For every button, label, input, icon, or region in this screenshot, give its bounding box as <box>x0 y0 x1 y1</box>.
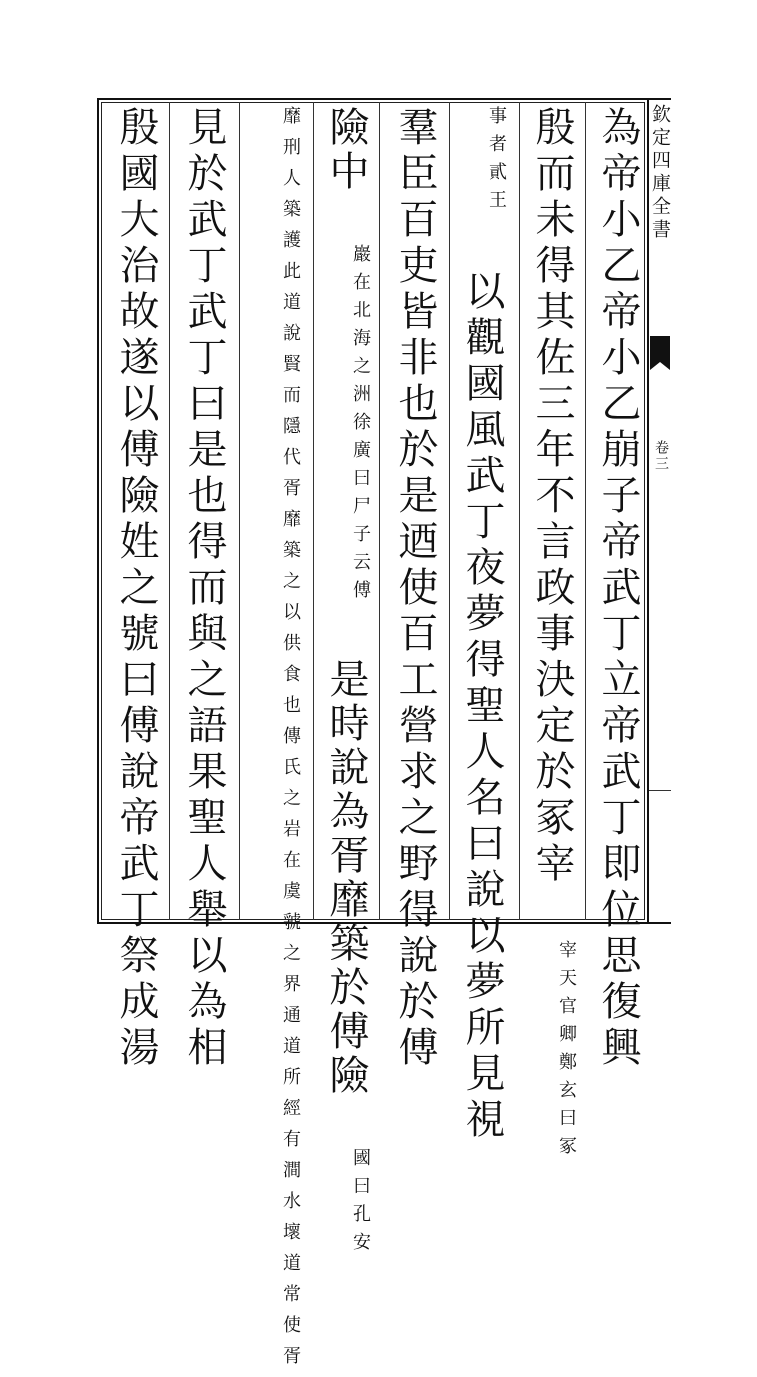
main-text: 殷而未得其佐三年不言政事決定於冢宰 <box>529 106 575 888</box>
note-left: 宰天官卿 <box>556 940 577 1052</box>
commentary-note <box>484 106 508 218</box>
note-left: 巖在北海之洲 <box>350 244 371 412</box>
text-column-5 <box>320 106 372 1260</box>
note-right: 孔安 <box>350 1204 371 1260</box>
text-column-6 <box>250 106 302 1377</box>
text-column-8 <box>110 106 162 1072</box>
note-right: 鄭玄曰冢 <box>556 1052 577 1164</box>
column-rule <box>239 102 240 920</box>
book-title: 欽定四庫全書 <box>649 104 671 242</box>
column-rule <box>379 102 380 920</box>
note-right: 傳氏之岩在虞虢之界通道所經有澗水壞道常使胥 <box>280 726 301 1377</box>
margin-rule <box>649 790 671 791</box>
commentary-note <box>348 1148 372 1260</box>
main-text: 險中 <box>323 106 369 194</box>
note-right: 徐廣曰尸子云傅 <box>350 412 371 608</box>
text-column-3 <box>456 106 508 1144</box>
text-column-4 <box>389 106 441 1072</box>
note-right: 貳王 <box>486 162 507 218</box>
main-text: 是時說為胥靡築於傅險 <box>323 658 369 1098</box>
main-text: 以觀國風武丁夜夢得聖人名曰說以夢所見視 <box>459 270 505 1144</box>
column-rule <box>313 102 314 920</box>
commentary-note <box>278 106 302 1377</box>
column-rule <box>449 102 450 920</box>
main-text: 殷國大治故遂以傅險姓之號曰傅說帝武丁祭成湯 <box>113 106 159 1072</box>
column-rule <box>169 102 170 920</box>
volume-label: 卷三 <box>653 440 669 472</box>
column-rule <box>585 102 586 920</box>
main-text: 為帝小乙帝小乙崩子帝武丁立帝武丁即位思復興 <box>595 106 641 1072</box>
text-column-7 <box>178 106 230 1072</box>
note-left: 事者 <box>486 106 507 162</box>
main-text: 見於武丁武丁曰是也得而與之語果聖人舉以為相 <box>181 106 227 1072</box>
note-left: 靡刑人築護此道說賢而隱代胥靡築之以供食也 <box>280 106 301 726</box>
commentary-note <box>554 940 578 1164</box>
fishtail-mark-icon <box>650 336 670 362</box>
commentary-note <box>348 244 372 608</box>
note-left: 國曰 <box>350 1148 371 1204</box>
text-column-2 <box>526 106 578 1164</box>
main-text: 羣臣百吏皆非也於是迺使百工營求之野得說於傅 <box>392 106 438 1072</box>
column-rule <box>519 102 520 920</box>
text-column-1 <box>592 106 644 1072</box>
